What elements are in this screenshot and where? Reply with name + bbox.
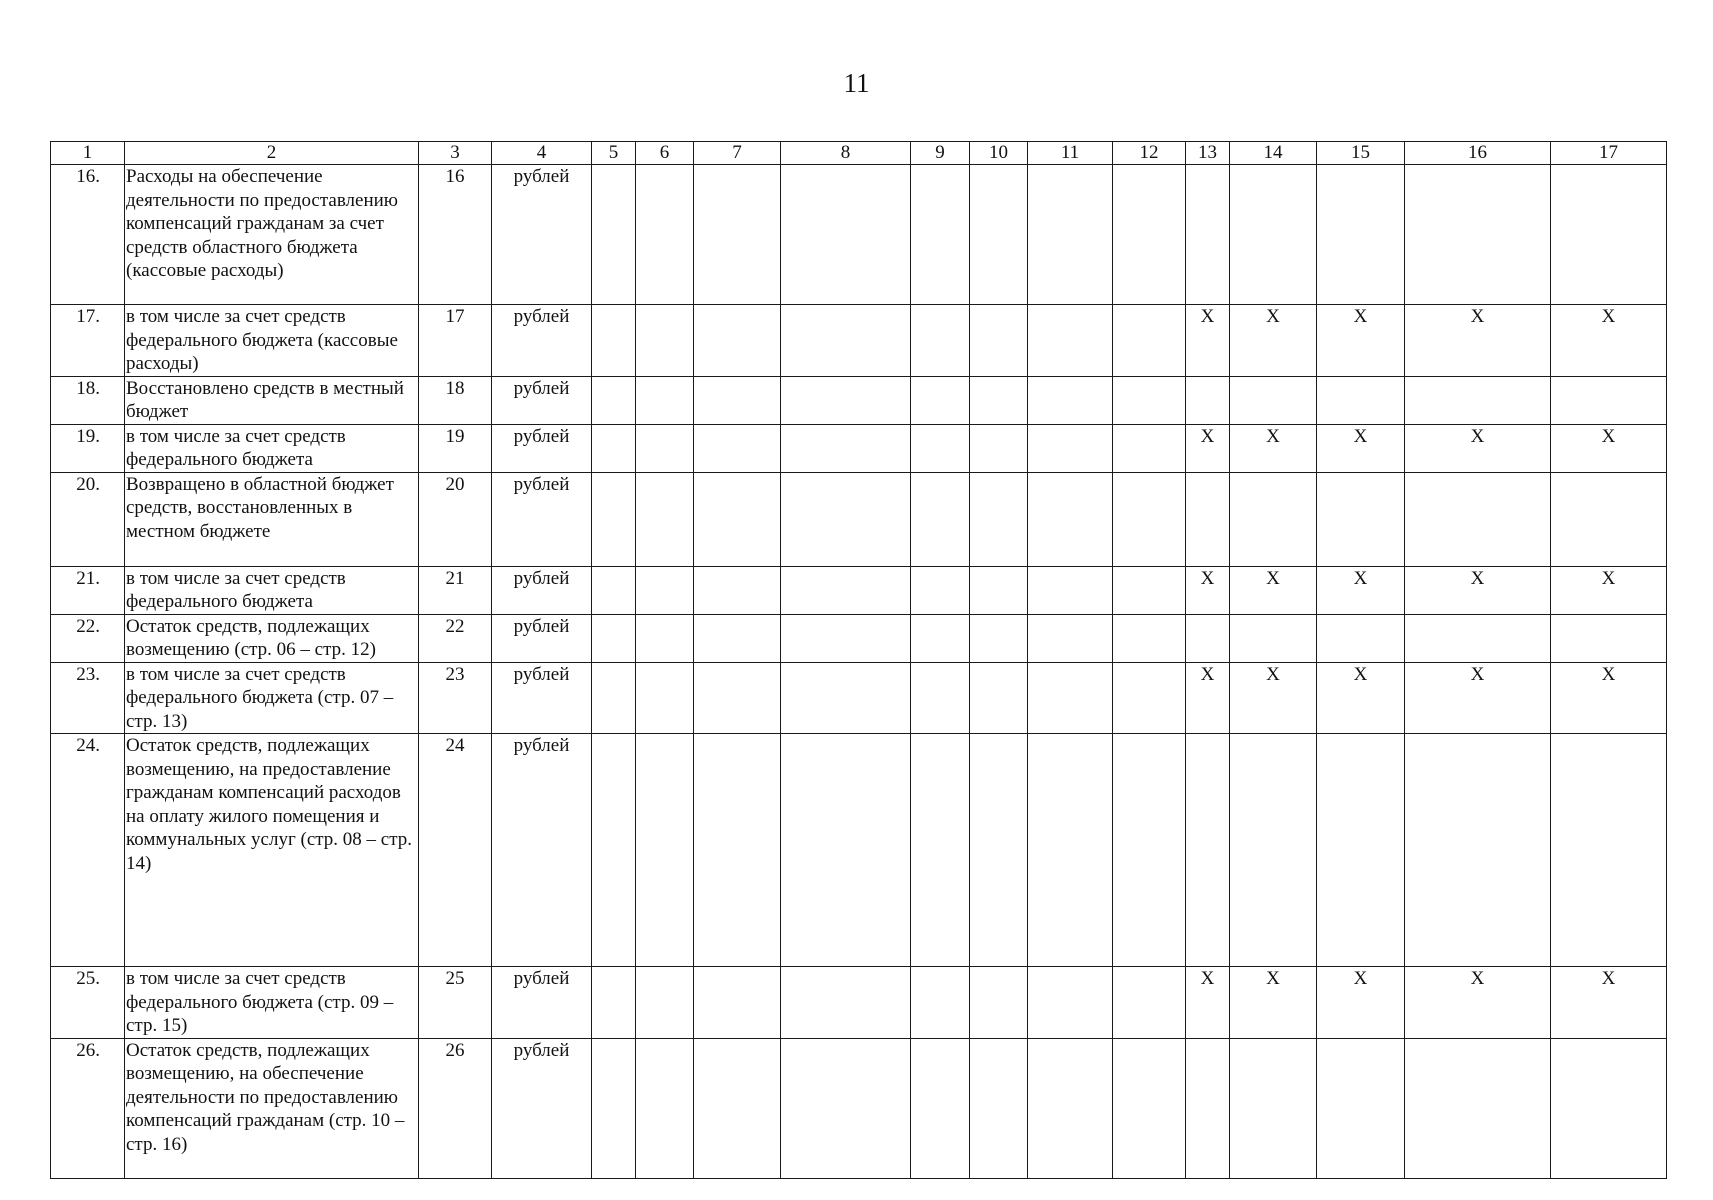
row-unit: рублей bbox=[492, 1038, 592, 1178]
value-cell bbox=[1113, 566, 1186, 614]
value-cell bbox=[636, 734, 694, 967]
table-row bbox=[51, 662, 1667, 734]
x-mark-cell: X bbox=[1317, 967, 1405, 1039]
row-number: 26. bbox=[51, 1038, 125, 1178]
x-mark-cell: X bbox=[1230, 305, 1317, 377]
x-mark-cell bbox=[1551, 1038, 1667, 1178]
x-mark-cell bbox=[1405, 472, 1551, 566]
row-number: 24. bbox=[51, 734, 125, 967]
x-mark-cell: X bbox=[1405, 967, 1551, 1039]
row-unit: рублей bbox=[492, 305, 592, 377]
value-cell bbox=[1028, 614, 1113, 662]
column-header-13: 13 bbox=[1186, 142, 1230, 165]
row-code: 19 bbox=[419, 424, 492, 472]
x-mark-cell bbox=[1317, 1038, 1405, 1178]
x-mark-cell bbox=[1551, 614, 1667, 662]
table-row bbox=[51, 165, 1667, 305]
value-cell bbox=[694, 165, 781, 305]
value-cell bbox=[1028, 967, 1113, 1039]
x-mark-cell: X bbox=[1551, 566, 1667, 614]
table-header-row bbox=[51, 142, 1667, 165]
value-cell bbox=[592, 1038, 636, 1178]
value-cell bbox=[970, 967, 1028, 1039]
row-indicator-name: в том числе за счет средств федерального бюджета (кассовые расходы) bbox=[125, 305, 419, 377]
row-unit: рублей bbox=[492, 566, 592, 614]
x-mark-cell bbox=[1230, 165, 1317, 305]
report-table bbox=[50, 141, 1667, 1179]
row-indicator-name: Остаток средств, подлежащих возмещению (стр. 06 – стр. 12) bbox=[125, 614, 419, 662]
x-mark-cell bbox=[1317, 472, 1405, 566]
value-cell bbox=[592, 165, 636, 305]
column-header-4: 4 bbox=[492, 142, 592, 165]
x-mark-cell bbox=[1551, 376, 1667, 424]
row-indicator-name: Восстановлено средств в местный бюджет bbox=[125, 376, 419, 424]
column-header-10: 10 bbox=[970, 142, 1028, 165]
row-number: 17. bbox=[51, 305, 125, 377]
value-cell bbox=[592, 662, 636, 734]
row-unit: рублей bbox=[492, 376, 592, 424]
value-cell bbox=[970, 424, 1028, 472]
row-code: 25 bbox=[419, 967, 492, 1039]
value-cell bbox=[592, 967, 636, 1039]
column-header-5: 5 bbox=[592, 142, 636, 165]
row-number: 19. bbox=[51, 424, 125, 472]
value-cell bbox=[911, 734, 970, 967]
x-mark-cell bbox=[1230, 376, 1317, 424]
x-mark-cell bbox=[1186, 472, 1230, 566]
value-cell bbox=[911, 614, 970, 662]
value-cell bbox=[970, 1038, 1028, 1178]
row-indicator-name: в том числе за счет средств федерального бюджета bbox=[125, 566, 419, 614]
x-mark-cell: X bbox=[1230, 967, 1317, 1039]
x-mark-cell bbox=[1551, 165, 1667, 305]
column-header-14: 14 bbox=[1230, 142, 1317, 165]
value-cell bbox=[1113, 967, 1186, 1039]
x-mark-cell: X bbox=[1186, 424, 1230, 472]
value-cell bbox=[781, 967, 911, 1039]
row-code: 21 bbox=[419, 566, 492, 614]
value-cell bbox=[694, 472, 781, 566]
column-header-9: 9 bbox=[911, 142, 970, 165]
x-mark-cell bbox=[1405, 376, 1551, 424]
value-cell bbox=[1028, 376, 1113, 424]
value-cell bbox=[1113, 1038, 1186, 1178]
column-header-8: 8 bbox=[781, 142, 911, 165]
x-mark-cell bbox=[1405, 734, 1551, 967]
row-number: 18. bbox=[51, 376, 125, 424]
row-indicator-name: в том числе за счет средств федерального бюджета (стр. 09 – стр. 15) bbox=[125, 967, 419, 1039]
row-number: 23. bbox=[51, 662, 125, 734]
value-cell bbox=[592, 614, 636, 662]
x-mark-cell: X bbox=[1551, 424, 1667, 472]
value-cell bbox=[694, 566, 781, 614]
x-mark-cell bbox=[1405, 165, 1551, 305]
value-cell bbox=[694, 734, 781, 967]
value-cell bbox=[636, 376, 694, 424]
row-number: 21. bbox=[51, 566, 125, 614]
row-unit: рублей bbox=[492, 165, 592, 305]
column-header-11: 11 bbox=[1028, 142, 1113, 165]
value-cell bbox=[970, 614, 1028, 662]
row-number: 16. bbox=[51, 165, 125, 305]
column-header-17: 17 bbox=[1551, 142, 1667, 165]
row-indicator-name: в том числе за счет средств федерального бюджета (стр. 07 – стр. 13) bbox=[125, 662, 419, 734]
value-cell bbox=[1028, 424, 1113, 472]
x-mark-cell bbox=[1186, 734, 1230, 967]
value-cell bbox=[694, 1038, 781, 1178]
column-header-1: 1 bbox=[51, 142, 125, 165]
value-cell bbox=[781, 305, 911, 377]
value-cell bbox=[1113, 424, 1186, 472]
value-cell bbox=[781, 472, 911, 566]
value-cell bbox=[911, 376, 970, 424]
row-code: 23 bbox=[419, 662, 492, 734]
x-mark-cell: X bbox=[1405, 566, 1551, 614]
value-cell bbox=[636, 967, 694, 1039]
value-cell bbox=[911, 967, 970, 1039]
value-cell bbox=[970, 566, 1028, 614]
row-indicator-name: Остаток средств, подлежащих возмещению, на предоставление гражданам компенсаций расходов на оплату жилого помещения и коммунальных услуг (стр. 08 – стр. 14) bbox=[125, 734, 419, 967]
x-mark-cell bbox=[1317, 614, 1405, 662]
row-code: 26 bbox=[419, 1038, 492, 1178]
value-cell bbox=[781, 614, 911, 662]
value-cell bbox=[592, 305, 636, 377]
value-cell bbox=[911, 1038, 970, 1178]
value-cell bbox=[970, 376, 1028, 424]
value-cell bbox=[592, 472, 636, 566]
row-code: 20 bbox=[419, 472, 492, 566]
x-mark-cell: X bbox=[1230, 424, 1317, 472]
value-cell bbox=[781, 566, 911, 614]
x-mark-cell bbox=[1186, 165, 1230, 305]
column-header-15: 15 bbox=[1317, 142, 1405, 165]
row-indicator-name: Возвращено в областной бюджет средств, восстановленных в местном бюджете bbox=[125, 472, 419, 566]
row-number: 22. bbox=[51, 614, 125, 662]
column-header-16: 16 bbox=[1405, 142, 1551, 165]
value-cell bbox=[694, 967, 781, 1039]
row-unit: рублей bbox=[492, 472, 592, 566]
value-cell bbox=[1113, 376, 1186, 424]
x-mark-cell bbox=[1230, 1038, 1317, 1178]
row-code: 22 bbox=[419, 614, 492, 662]
x-mark-cell: X bbox=[1186, 566, 1230, 614]
value-cell bbox=[911, 424, 970, 472]
value-cell bbox=[1113, 472, 1186, 566]
value-cell bbox=[636, 1038, 694, 1178]
row-unit: рублей bbox=[492, 662, 592, 734]
value-cell bbox=[970, 472, 1028, 566]
x-mark-cell: X bbox=[1186, 967, 1230, 1039]
x-mark-cell: X bbox=[1317, 662, 1405, 734]
x-mark-cell bbox=[1405, 614, 1551, 662]
row-unit: рублей bbox=[492, 424, 592, 472]
x-mark-cell: X bbox=[1230, 566, 1317, 614]
row-indicator-name: Расходы на обеспечение деятельности по предоставлению компенсаций гражданам за счет средств областного бюджета (кассовые расходы) bbox=[125, 165, 419, 305]
value-cell bbox=[970, 734, 1028, 967]
value-cell bbox=[636, 566, 694, 614]
row-number: 20. bbox=[51, 472, 125, 566]
x-mark-cell: X bbox=[1551, 662, 1667, 734]
x-mark-cell: X bbox=[1317, 424, 1405, 472]
x-mark-cell: X bbox=[1405, 305, 1551, 377]
value-cell bbox=[694, 614, 781, 662]
x-mark-cell bbox=[1230, 472, 1317, 566]
value-cell bbox=[1028, 472, 1113, 566]
x-mark-cell: X bbox=[1551, 967, 1667, 1039]
x-mark-cell: X bbox=[1186, 662, 1230, 734]
row-indicator-name: Остаток средств, подлежащих возмещению, на обеспечение деятельности по предоставлению компенсаций гражданам (стр. 10 – стр. 16) bbox=[125, 1038, 419, 1178]
x-mark-cell bbox=[1230, 614, 1317, 662]
value-cell bbox=[911, 165, 970, 305]
row-unit: рублей bbox=[492, 614, 592, 662]
value-cell bbox=[1113, 734, 1186, 967]
value-cell bbox=[636, 165, 694, 305]
x-mark-cell: X bbox=[1405, 662, 1551, 734]
value-cell bbox=[1028, 566, 1113, 614]
x-mark-cell: X bbox=[1317, 305, 1405, 377]
value-cell bbox=[592, 424, 636, 472]
row-indicator-name: в том числе за счет средств федерального бюджета bbox=[125, 424, 419, 472]
value-cell bbox=[1028, 734, 1113, 967]
row-code: 18 bbox=[419, 376, 492, 424]
x-mark-cell: X bbox=[1317, 566, 1405, 614]
table-row bbox=[51, 734, 1667, 967]
value-cell bbox=[970, 305, 1028, 377]
value-cell bbox=[636, 472, 694, 566]
value-cell bbox=[911, 662, 970, 734]
value-cell bbox=[970, 662, 1028, 734]
table-row bbox=[51, 424, 1667, 472]
page-number: 11 bbox=[843, 68, 870, 98]
table-row bbox=[51, 566, 1667, 614]
x-mark-cell: X bbox=[1551, 305, 1667, 377]
value-cell bbox=[636, 305, 694, 377]
value-cell bbox=[592, 734, 636, 967]
x-mark-cell bbox=[1317, 734, 1405, 967]
table-body bbox=[51, 165, 1667, 1179]
value-cell bbox=[1113, 305, 1186, 377]
value-cell bbox=[911, 472, 970, 566]
value-cell bbox=[1113, 662, 1186, 734]
x-mark-cell bbox=[1186, 376, 1230, 424]
row-unit: рублей bbox=[492, 734, 592, 967]
x-mark-cell bbox=[1317, 165, 1405, 305]
value-cell bbox=[694, 662, 781, 734]
row-number: 25. bbox=[51, 967, 125, 1039]
x-mark-cell: X bbox=[1230, 662, 1317, 734]
row-unit: рублей bbox=[492, 967, 592, 1039]
table-row bbox=[51, 376, 1667, 424]
column-header-7: 7 bbox=[694, 142, 781, 165]
value-cell bbox=[636, 662, 694, 734]
x-mark-cell bbox=[1405, 1038, 1551, 1178]
x-mark-cell bbox=[1230, 734, 1317, 967]
table-row bbox=[51, 1038, 1667, 1178]
table-row bbox=[51, 305, 1667, 377]
x-mark-cell bbox=[1551, 472, 1667, 566]
value-cell bbox=[781, 376, 911, 424]
table-row bbox=[51, 614, 1667, 662]
value-cell bbox=[1113, 614, 1186, 662]
column-header-2: 2 bbox=[125, 142, 419, 165]
row-code: 16 bbox=[419, 165, 492, 305]
value-cell bbox=[694, 305, 781, 377]
column-header-12: 12 bbox=[1113, 142, 1186, 165]
table-row bbox=[51, 967, 1667, 1039]
value-cell bbox=[1113, 165, 1186, 305]
value-cell bbox=[911, 566, 970, 614]
x-mark-cell bbox=[1317, 376, 1405, 424]
value-cell bbox=[1028, 662, 1113, 734]
row-code: 24 bbox=[419, 734, 492, 967]
x-mark-cell: X bbox=[1186, 305, 1230, 377]
value-cell bbox=[781, 662, 911, 734]
value-cell bbox=[592, 376, 636, 424]
value-cell bbox=[636, 424, 694, 472]
x-mark-cell bbox=[1551, 734, 1667, 967]
row-code: 17 bbox=[419, 305, 492, 377]
value-cell bbox=[781, 424, 911, 472]
value-cell bbox=[781, 1038, 911, 1178]
value-cell bbox=[694, 424, 781, 472]
value-cell bbox=[1028, 165, 1113, 305]
value-cell bbox=[1028, 1038, 1113, 1178]
x-mark-cell bbox=[1186, 1038, 1230, 1178]
value-cell bbox=[911, 305, 970, 377]
value-cell bbox=[636, 614, 694, 662]
column-header-6: 6 bbox=[636, 142, 694, 165]
value-cell bbox=[781, 165, 911, 305]
value-cell bbox=[1028, 305, 1113, 377]
value-cell bbox=[970, 165, 1028, 305]
x-mark-cell: X bbox=[1405, 424, 1551, 472]
x-mark-cell bbox=[1186, 614, 1230, 662]
column-header-3: 3 bbox=[419, 142, 492, 165]
table-row bbox=[51, 472, 1667, 566]
value-cell bbox=[592, 566, 636, 614]
value-cell bbox=[781, 734, 911, 967]
value-cell bbox=[694, 376, 781, 424]
